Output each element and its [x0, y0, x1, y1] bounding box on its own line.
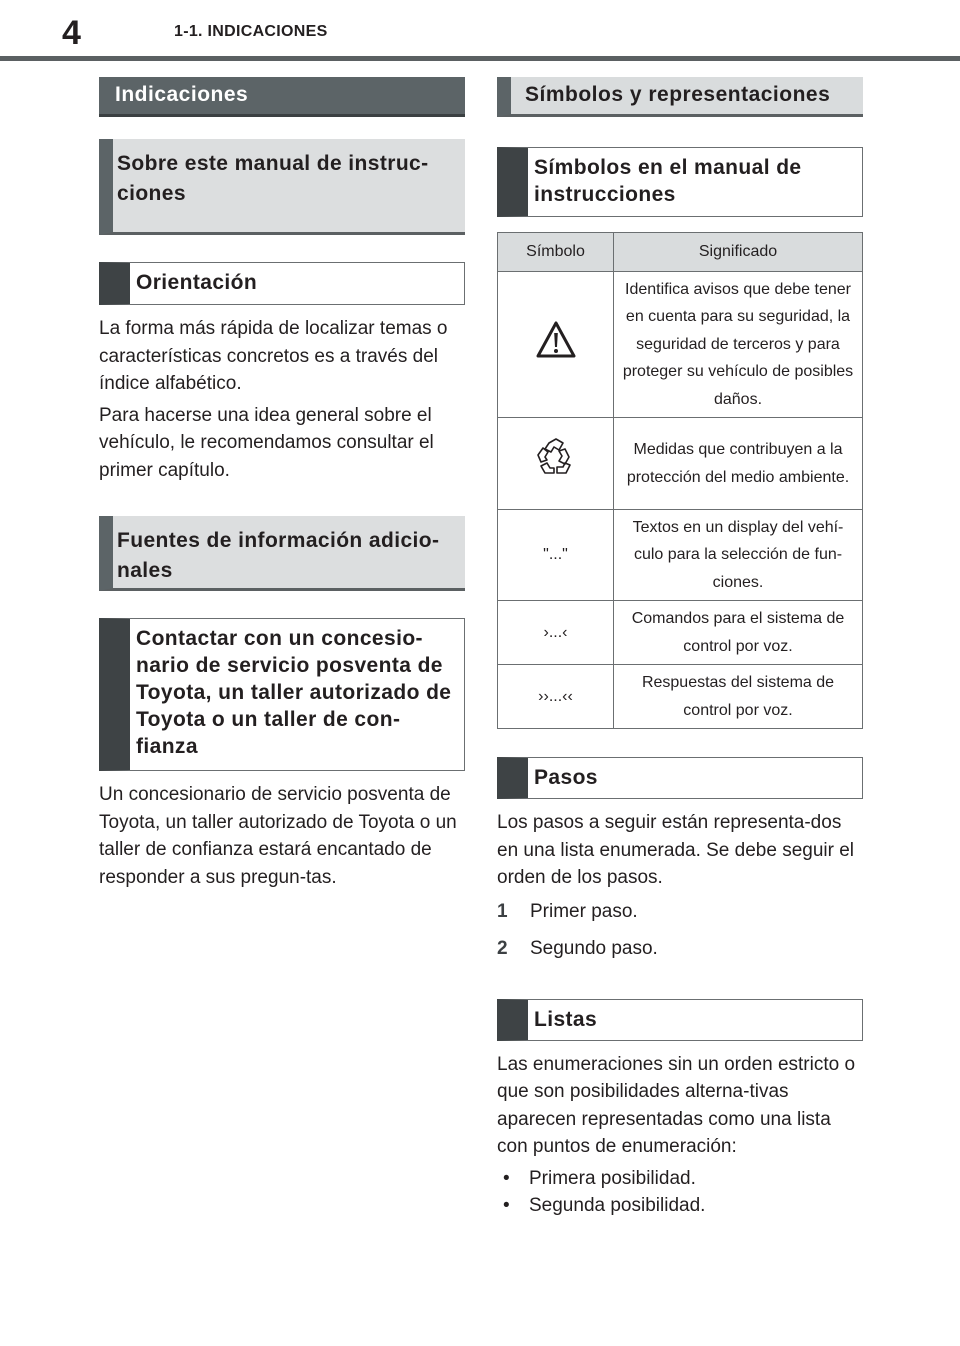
table-cell-symbol: ›...‹: [498, 601, 614, 665]
step-number: 1: [497, 900, 508, 922]
step-item: [497, 898, 863, 926]
left-column: [99, 77, 465, 895]
subsection-heading-fuentes: Fuentes de información adicio-nales: [99, 516, 465, 591]
page-number: 4: [62, 14, 81, 52]
list-item-text: Segunda posibilidad.: [529, 1195, 706, 1216]
paragraph-orientacion: La forma más rápida de localizar temas o características concretos es a través del índice alfabético.: [99, 318, 448, 394]
table-cell-symbol: [498, 272, 614, 418]
box-heading-contactar: Contactar con un concesio-nario de servicio posventa de Toyota, un taller autorizado de Toyota o un taller de con-fianza: [99, 618, 465, 771]
list-item: [497, 1192, 863, 1220]
table-row: [498, 665, 863, 729]
table-header-row: [498, 233, 863, 272]
section-heading-indicaciones: Indicaciones: [99, 77, 465, 117]
page-header: [0, 0, 960, 62]
step-text: Primer paso.: [530, 900, 638, 922]
step-number: 2: [497, 938, 508, 959]
table-cell-symbol: ››...‹‹: [498, 665, 614, 729]
table-cell-symbol: [498, 418, 614, 510]
box-heading-orientacion: Orientación: [99, 262, 465, 305]
box-heading-pasos: Pasos: [497, 757, 863, 799]
paragraph-pasos: Los pasos a seguir están representa-dos en una lista enumerada. Se debe seguir el orden de los pasos.: [497, 812, 855, 888]
paragraph-concesionario: Un concesionario de servicio posventa de Toyota, un taller autorizado de Toyota o un taller de confianza estará encantado de responder a sus pregun-tas.: [99, 784, 457, 888]
recycle-icon: [532, 435, 580, 483]
bullet-icon: •: [503, 1167, 510, 1189]
list-item: [497, 1165, 863, 1193]
step-text: Segundo paso.: [530, 938, 658, 959]
box-heading-simbolos-manual: Símbolos en el manual de instrucciones: [497, 147, 863, 217]
table-row: [498, 601, 863, 665]
table-cell-meaning: Respuestas del sistema de control por voz.: [614, 665, 863, 729]
section-heading-simbolos: Símbolos y representaciones: [497, 77, 863, 117]
table-cell-meaning: Identifica avisos que debe tener en cuenta para su seguridad, la seguridad de terceros y para proteger su vehículo de posibles daños.: [614, 272, 863, 418]
table-cell-meaning: Comandos para el sistema de control por voz.: [614, 601, 863, 665]
table-row: [498, 418, 863, 510]
subsection-heading-manual: Sobre este manual de instruc-ciones: [99, 139, 465, 235]
table-cell-meaning: Medidas que contribuyen a la protección del medio ambiente.: [614, 418, 863, 510]
symbols-table: [497, 232, 863, 729]
paragraph-vista-general: Para hacerse una idea general sobre el vehículo, le recomendamos consultar el primer capítulo.: [99, 404, 434, 481]
bullet-icon: •: [503, 1195, 510, 1216]
step-item: [497, 935, 863, 963]
chapter-title: 1-1. INDICACIONES: [174, 23, 328, 40]
warning-triangle-icon: [536, 320, 576, 360]
table-header-simbolo: Símbolo: [498, 233, 614, 272]
table-row: [498, 272, 863, 418]
header-rule: [0, 56, 960, 61]
list-item-text: Primera posibilidad.: [529, 1167, 696, 1189]
paragraph-listas: Las enumeraciones sin un orden estricto o que son posibilidades alterna-tivas aparecen representadas como una lista con puntos de enumeración:: [497, 1053, 856, 1157]
table-row: [498, 510, 863, 601]
table-header-significado: Significado: [614, 233, 863, 272]
box-heading-listas: Listas: [497, 999, 863, 1041]
table-cell-meaning: Textos en un display del vehí-culo para la selección de fun-ciones.: [614, 510, 863, 601]
table-cell-symbol: "...": [498, 510, 614, 601]
right-column: [497, 77, 863, 1220]
